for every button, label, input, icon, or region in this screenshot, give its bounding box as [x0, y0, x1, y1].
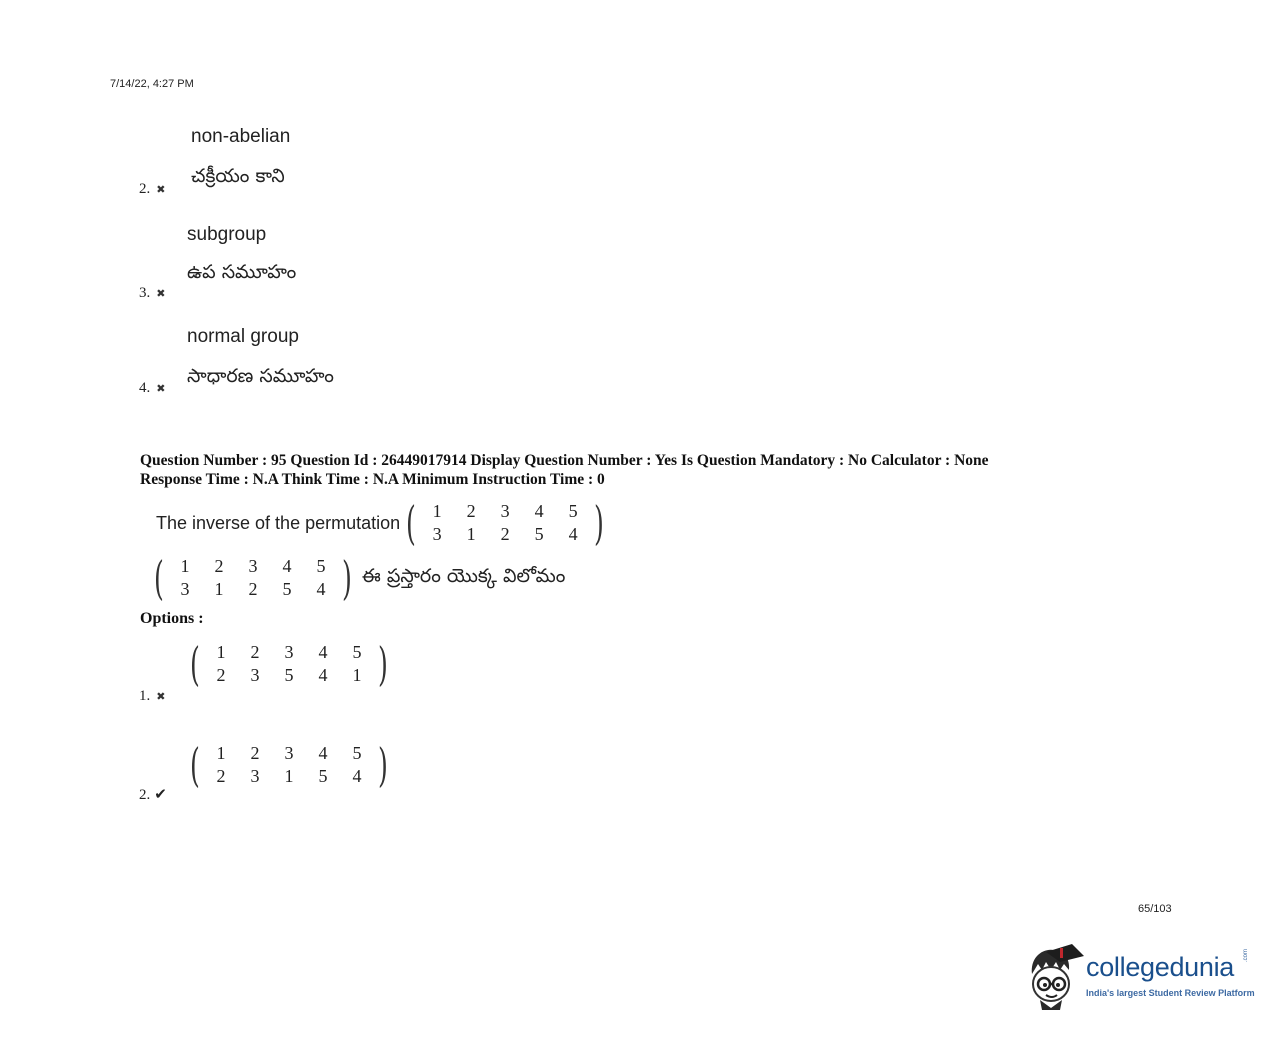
option-number: 3.	[139, 285, 151, 301]
matrix-cell: 5	[352, 743, 362, 763]
matrix-cell: 3	[500, 501, 510, 521]
right-paren: )	[594, 496, 605, 550]
matrix-cell: 4	[534, 501, 544, 521]
prev-option-3-english: subgroup	[187, 224, 267, 245]
prev-option-4-english: normal group	[187, 326, 299, 347]
matrix-grid	[204, 742, 374, 788]
option-1-matrix	[186, 637, 392, 691]
logo-wordmark: collegedunia	[1086, 952, 1235, 982]
prev-option-3-telugu: ఉప సమూహం	[187, 261, 297, 283]
matrix-cell: 1	[180, 556, 190, 576]
matrix-cell: 2	[216, 665, 226, 685]
question-meta-line-2: Response Time : N.A Think Time : N.A Minimum Instruction Time : 0	[140, 471, 605, 488]
option-2-marker	[139, 785, 167, 804]
matrix-cell: 3	[180, 579, 190, 599]
matrix-cell: 4	[282, 556, 292, 576]
matrix-grid	[204, 641, 374, 687]
option-number: 2.	[139, 181, 151, 197]
matrix-cell: 3	[250, 766, 260, 786]
matrix-cell: 3	[432, 524, 442, 544]
matrix-cell: 4	[316, 579, 326, 599]
matrix-cell: 1	[432, 501, 442, 521]
matrix-cell: 3	[284, 642, 294, 662]
question-text-english: The inverse of the permutation	[156, 512, 401, 533]
matrix-cell: 2	[250, 642, 260, 662]
matrix-cell: 2	[214, 556, 224, 576]
matrix-cell: 5	[534, 524, 544, 544]
matrix-cell: 2	[250, 743, 260, 763]
matrix-cell: 1	[466, 524, 476, 544]
question-english	[156, 496, 608, 550]
permutation-matrix	[150, 551, 356, 605]
matrix-cell: 2	[466, 501, 476, 521]
question-meta-line-1: Question Number : 95 Question Id : 26449017914 Display Question Number : Yes Is Question Mandatory : No Calculator : None	[140, 452, 989, 469]
prev-option-4-marker	[139, 379, 165, 397]
matrix-cell: 5	[318, 766, 328, 786]
matrix-grid	[168, 555, 338, 601]
matrix-cell: 3	[284, 743, 294, 763]
matrix-cell: 2	[248, 579, 258, 599]
option-1-marker	[139, 687, 165, 705]
left-paren: (	[154, 551, 164, 605]
question-telugu	[150, 551, 566, 605]
matrix-cell: 4	[318, 642, 328, 662]
left-paren: (	[406, 496, 417, 550]
matrix-cell: 5	[316, 556, 326, 576]
prev-option-2-marker	[139, 180, 165, 198]
matrix-cell: 4	[318, 743, 328, 763]
mascot-icon	[1024, 940, 1086, 1012]
matrix-cell: 5	[284, 665, 294, 685]
matrix-cell: 5	[352, 642, 362, 662]
prev-option-3-marker	[139, 284, 165, 302]
matrix-cell: 1	[284, 766, 294, 786]
permutation-matrix	[402, 496, 608, 550]
logo-com-suffix: .com	[1243, 948, 1249, 962]
matrix-cell: 2	[500, 524, 510, 544]
options-label: Options :	[140, 610, 204, 627]
matrix-cell: 3	[248, 556, 258, 576]
option-2-matrix	[186, 738, 392, 792]
left-paren: (	[190, 637, 200, 691]
matrix-cell: 1	[352, 665, 362, 685]
cross-icon: ✖	[156, 690, 166, 703]
matrix-cell: 1	[216, 743, 226, 763]
matrix-cell: 2	[216, 766, 226, 786]
matrix-cell: 5	[568, 501, 578, 521]
question-text-telugu: ఈ ప్రస్తారం యొక్క విలోమం	[361, 564, 566, 587]
cross-icon: ✖	[156, 382, 166, 395]
right-paren: )	[377, 738, 388, 792]
check-icon: ✔	[154, 785, 167, 803]
logo-tagline: India's largest Student Review Platform	[1086, 988, 1255, 998]
option-number: 4.	[139, 380, 151, 396]
cross-icon: ✖	[156, 287, 166, 300]
prev-option-2-telugu: చక్రీయం కాని	[191, 165, 285, 187]
matrix-cell: 4	[318, 665, 328, 685]
prev-option-2-english: non-abelian	[191, 126, 291, 147]
matrix-grid	[420, 500, 590, 546]
cross-icon: ✖	[156, 183, 166, 196]
page-number: 65/103	[1138, 903, 1172, 915]
option-number: 1.	[139, 688, 151, 704]
left-paren: (	[190, 738, 200, 792]
matrix-cell: 4	[352, 766, 362, 786]
matrix-cell: 3	[250, 665, 260, 685]
permutation-matrix	[186, 637, 392, 691]
matrix-cell: 5	[282, 579, 292, 599]
matrix-cell: 1	[216, 642, 226, 662]
permutation-matrix	[186, 738, 392, 792]
print-timestamp: 7/14/22, 4:27 PM	[110, 78, 194, 90]
right-paren: )	[377, 637, 388, 691]
collegedunia-logo	[1024, 940, 1254, 1012]
option-number: 2.	[139, 787, 151, 803]
right-paren: )	[341, 551, 352, 605]
matrix-cell: 1	[214, 579, 224, 599]
matrix-cell: 4	[568, 524, 578, 544]
prev-option-4-telugu: సాధారణ సమూహం	[187, 365, 334, 387]
